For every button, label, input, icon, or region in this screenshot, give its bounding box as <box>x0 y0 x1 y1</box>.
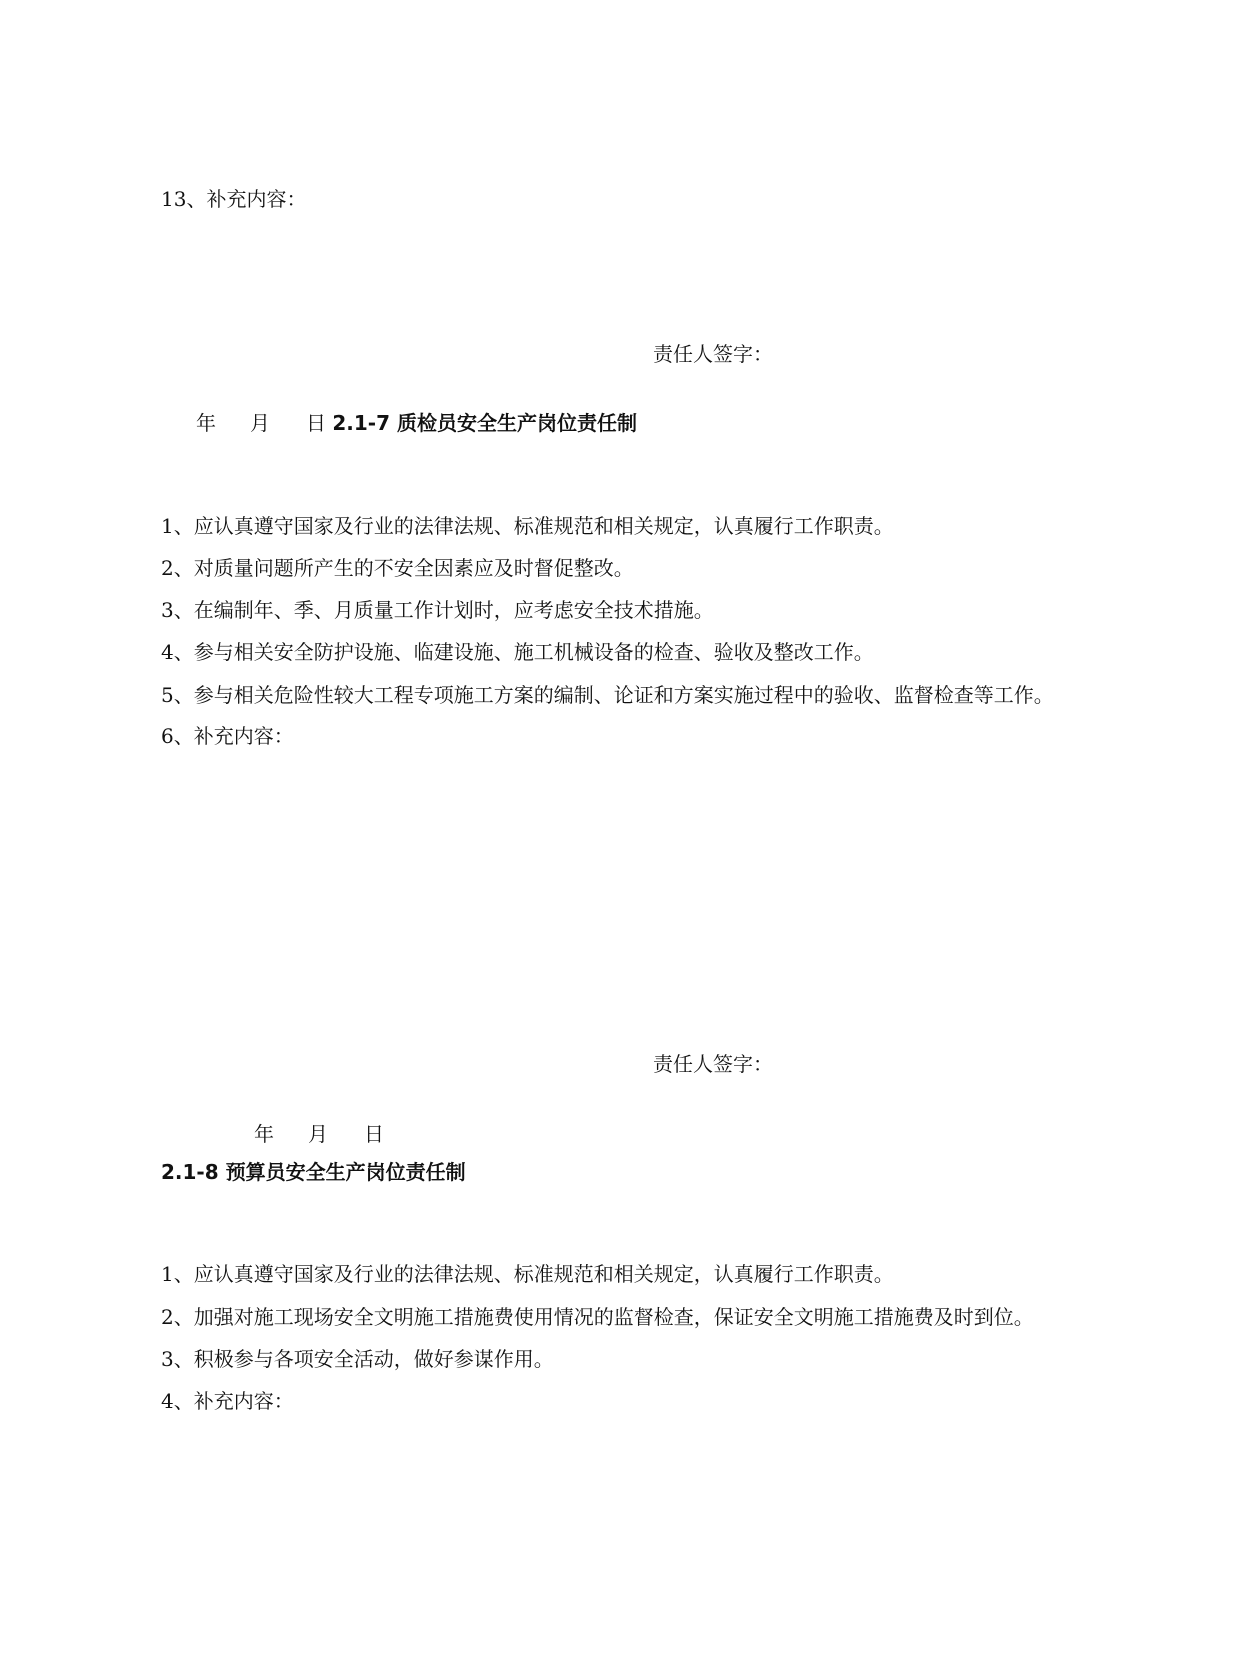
date-row <box>254 1122 384 1146</box>
date-year: 年 <box>196 411 216 435</box>
signature-label: 责任人签字： <box>653 342 773 366</box>
list-item: 1、应认真遵守国家及行业的法律法规、标准规范和相关规定，认真履行工作职责。 <box>161 514 894 538</box>
date-year: 年 <box>254 1122 274 1146</box>
date-month: 月 <box>250 411 270 435</box>
section-title: 2.1-8 预算员安全生产岗位责任制 <box>161 1160 466 1184</box>
list-item: 5、参与相关危险性较大工程专项施工方案的编制、论证和方案实施过程中的验收、监督检查等工作。 <box>161 683 1054 707</box>
list-item: 3、在编制年、季、月质量工作计划时，应考虑安全技术措施。 <box>161 598 714 622</box>
list-item: 4、补充内容： <box>161 1389 294 1413</box>
list-item: 1、应认真遵守国家及行业的法律法规、标准规范和相关规定，认真履行工作职责。 <box>161 1262 894 1286</box>
list-item: 3、积极参与各项安全活动，做好参谋作用。 <box>161 1347 554 1371</box>
date-day: 日 <box>364 1122 384 1146</box>
date-month: 月 <box>308 1122 328 1146</box>
section-title: 2.1-7 质检员安全生产岗位责任制 <box>332 411 637 435</box>
date-and-title-row <box>196 411 637 435</box>
list-item: 2、加强对施工现场安全文明施工措施费使用情况的监督检查，保证安全文明施工措施费及时到位。 <box>161 1305 1034 1329</box>
item-13-supplement: 13、补充内容： <box>161 187 307 211</box>
date-day: 日 <box>306 411 326 435</box>
list-item: 2、对质量问题所产生的不安全因素应及时督促整改。 <box>161 556 634 580</box>
list-item: 4、参与相关安全防护设施、临建设施、施工机械设备的检查、验收及整改工作。 <box>161 640 874 664</box>
list-item: 6、补充内容： <box>161 724 294 748</box>
signature-label: 责任人签字： <box>653 1052 773 1076</box>
